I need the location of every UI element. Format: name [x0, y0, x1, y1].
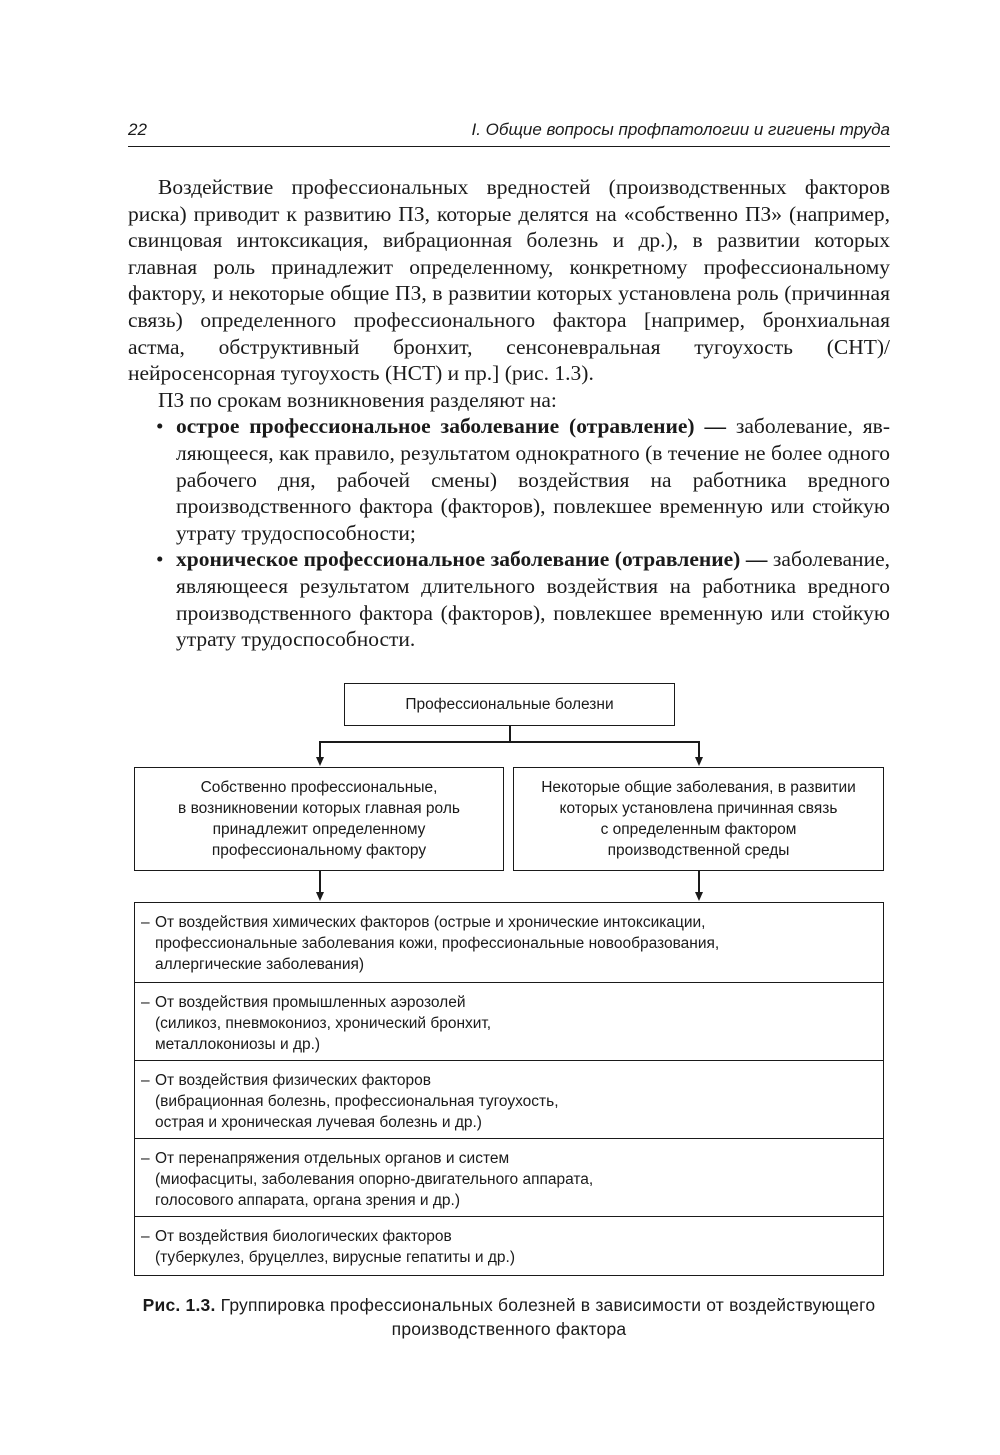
left-branch-line: Собственно профессиональные, [200, 779, 438, 796]
caption-line: производственного фактора [391, 1319, 627, 1339]
left-branch-line: в возникновении которых главная роль [178, 800, 460, 817]
left-branch-line: принадлежит определенному [212, 821, 426, 838]
arrow-down-icon [695, 892, 703, 901]
group-line: голосового аппарата, органа зрения и др.) [155, 1192, 461, 1209]
group-line: От воздействия биологических факторов [155, 1228, 452, 1245]
paragraph: Воздействие профессиональных вредностей (производственных факторов риска) приводит к развитию ПЗ, которые делятся на «собственно ПЗ» (например, свинцовая интоксикация, вибрационная болезнь и др.), в развитии которых главная роль принадлежит определенному, конкретному профессиональному фактору, и некоторые общие ПЗ, в развитии которых установлена роль (причинная связь) определенного профессионального фактора [например, бронхиальная астма, обструктивный бронхит, сенсоневральная тугоухость (СНТ)/нейросенсорная тугоухость (НСТ) и пр.] (рис. 1.3). [128, 175, 890, 386]
disease-group [135, 1060, 883, 1138]
group-line: От перенапряжения отдельных органов и систем [155, 1150, 510, 1167]
caption-text: Группировка профессиональных болезней в зависимости от воздействующего [215, 1295, 876, 1315]
left-branch-line: профессиональному фактору [211, 842, 427, 859]
disease-groups-box [134, 902, 884, 1276]
page-number: 22 [128, 120, 147, 139]
dash-marker: – [141, 994, 150, 1011]
left-branch-box [134, 767, 504, 871]
figure-label: Рис. 1.3. [142, 1295, 216, 1315]
connector-line [319, 741, 699, 743]
root-box [344, 683, 675, 726]
disease-group [135, 1138, 883, 1216]
figure-caption [128, 1293, 890, 1341]
group-line: острая и хроническая лучевая болезнь и др.) [155, 1114, 482, 1131]
bullet-icon: • [156, 547, 164, 572]
connector-line [509, 726, 511, 742]
dash-marker: – [141, 1072, 150, 1089]
arrow-down-icon [316, 757, 324, 766]
group-line: (вибрационная болезнь, профессиональная тугоухость, [155, 1093, 559, 1110]
definition-term: хроническое профессиональное заболевание (отравление) — [176, 547, 768, 572]
right-branch-box [513, 767, 884, 871]
dash-marker: – [141, 1228, 150, 1245]
dash-marker: – [141, 914, 150, 931]
disease-group [135, 903, 883, 982]
right-branch-line: Некоторые общие заболевания, в развитии [541, 779, 856, 796]
right-branch-line: которых установлена причинная связь [559, 800, 838, 817]
arrow-down-icon [695, 757, 703, 766]
definition-text: заболевание, являющееся результатом длительного воздействия на работника вредного производственного фактора (факторов), повлекшее временную или стойкую утрату трудоспособности. [176, 547, 890, 652]
group-line: (туберкулез, бруцеллез, вирусные гепатиты и др.) [155, 1249, 515, 1266]
caption-line [128, 1293, 890, 1317]
bullet-icon: • [156, 414, 164, 439]
connector-line [698, 741, 700, 758]
group-line: От воздействия химических факторов (острые и хронические интоксикации, [155, 914, 706, 931]
running-header [128, 118, 890, 147]
connector-line [698, 871, 700, 893]
arrow-down-icon [316, 892, 324, 901]
group-line: металлокониозы и др.) [155, 1036, 321, 1053]
group-line: От воздействия промышленных аэрозолей [155, 994, 466, 1011]
connector-line [319, 741, 321, 758]
body-text [128, 174, 890, 653]
disease-group [135, 982, 883, 1060]
group-line: От воздействия физических факторов [155, 1072, 431, 1089]
connector-line [319, 871, 321, 893]
definition-text: заболевание, являющееся, как правило, результатом однократного (в течение не более одного рабочего дня, рабочей смены) воздействия на работника вредного производственного фактора (факторов), повлекшее временную или стойкую утрату трудоспособности; [176, 414, 890, 545]
group-line: (миофасциты, заболевания опорно-двигательного аппарата, [155, 1171, 594, 1188]
definition-list [128, 413, 890, 652]
chapter-title: I. Общие вопросы профпатологии и гигиены труда [471, 120, 890, 139]
dash-marker: – [141, 1150, 150, 1167]
group-line: аллергические заболевания) [155, 956, 365, 973]
root-label: Профессиональные болезни [405, 696, 614, 713]
right-branch-line: производственной среды [607, 842, 790, 859]
right-branch-line: с определенным фактором [600, 821, 797, 838]
group-line: (силикоз, пневмокониоз, хронический бронхит, [155, 1015, 492, 1032]
definition-item [128, 413, 890, 546]
disease-group [135, 1216, 883, 1275]
paragraph: ПЗ по срокам возникновения разделяют на: [158, 387, 557, 412]
definition-item [128, 546, 890, 652]
group-line: профессиональные заболевания кожи, профессиональные новообразования, [155, 935, 720, 952]
definition-term: острое профессиональное заболевание (отравление) — [176, 414, 726, 439]
